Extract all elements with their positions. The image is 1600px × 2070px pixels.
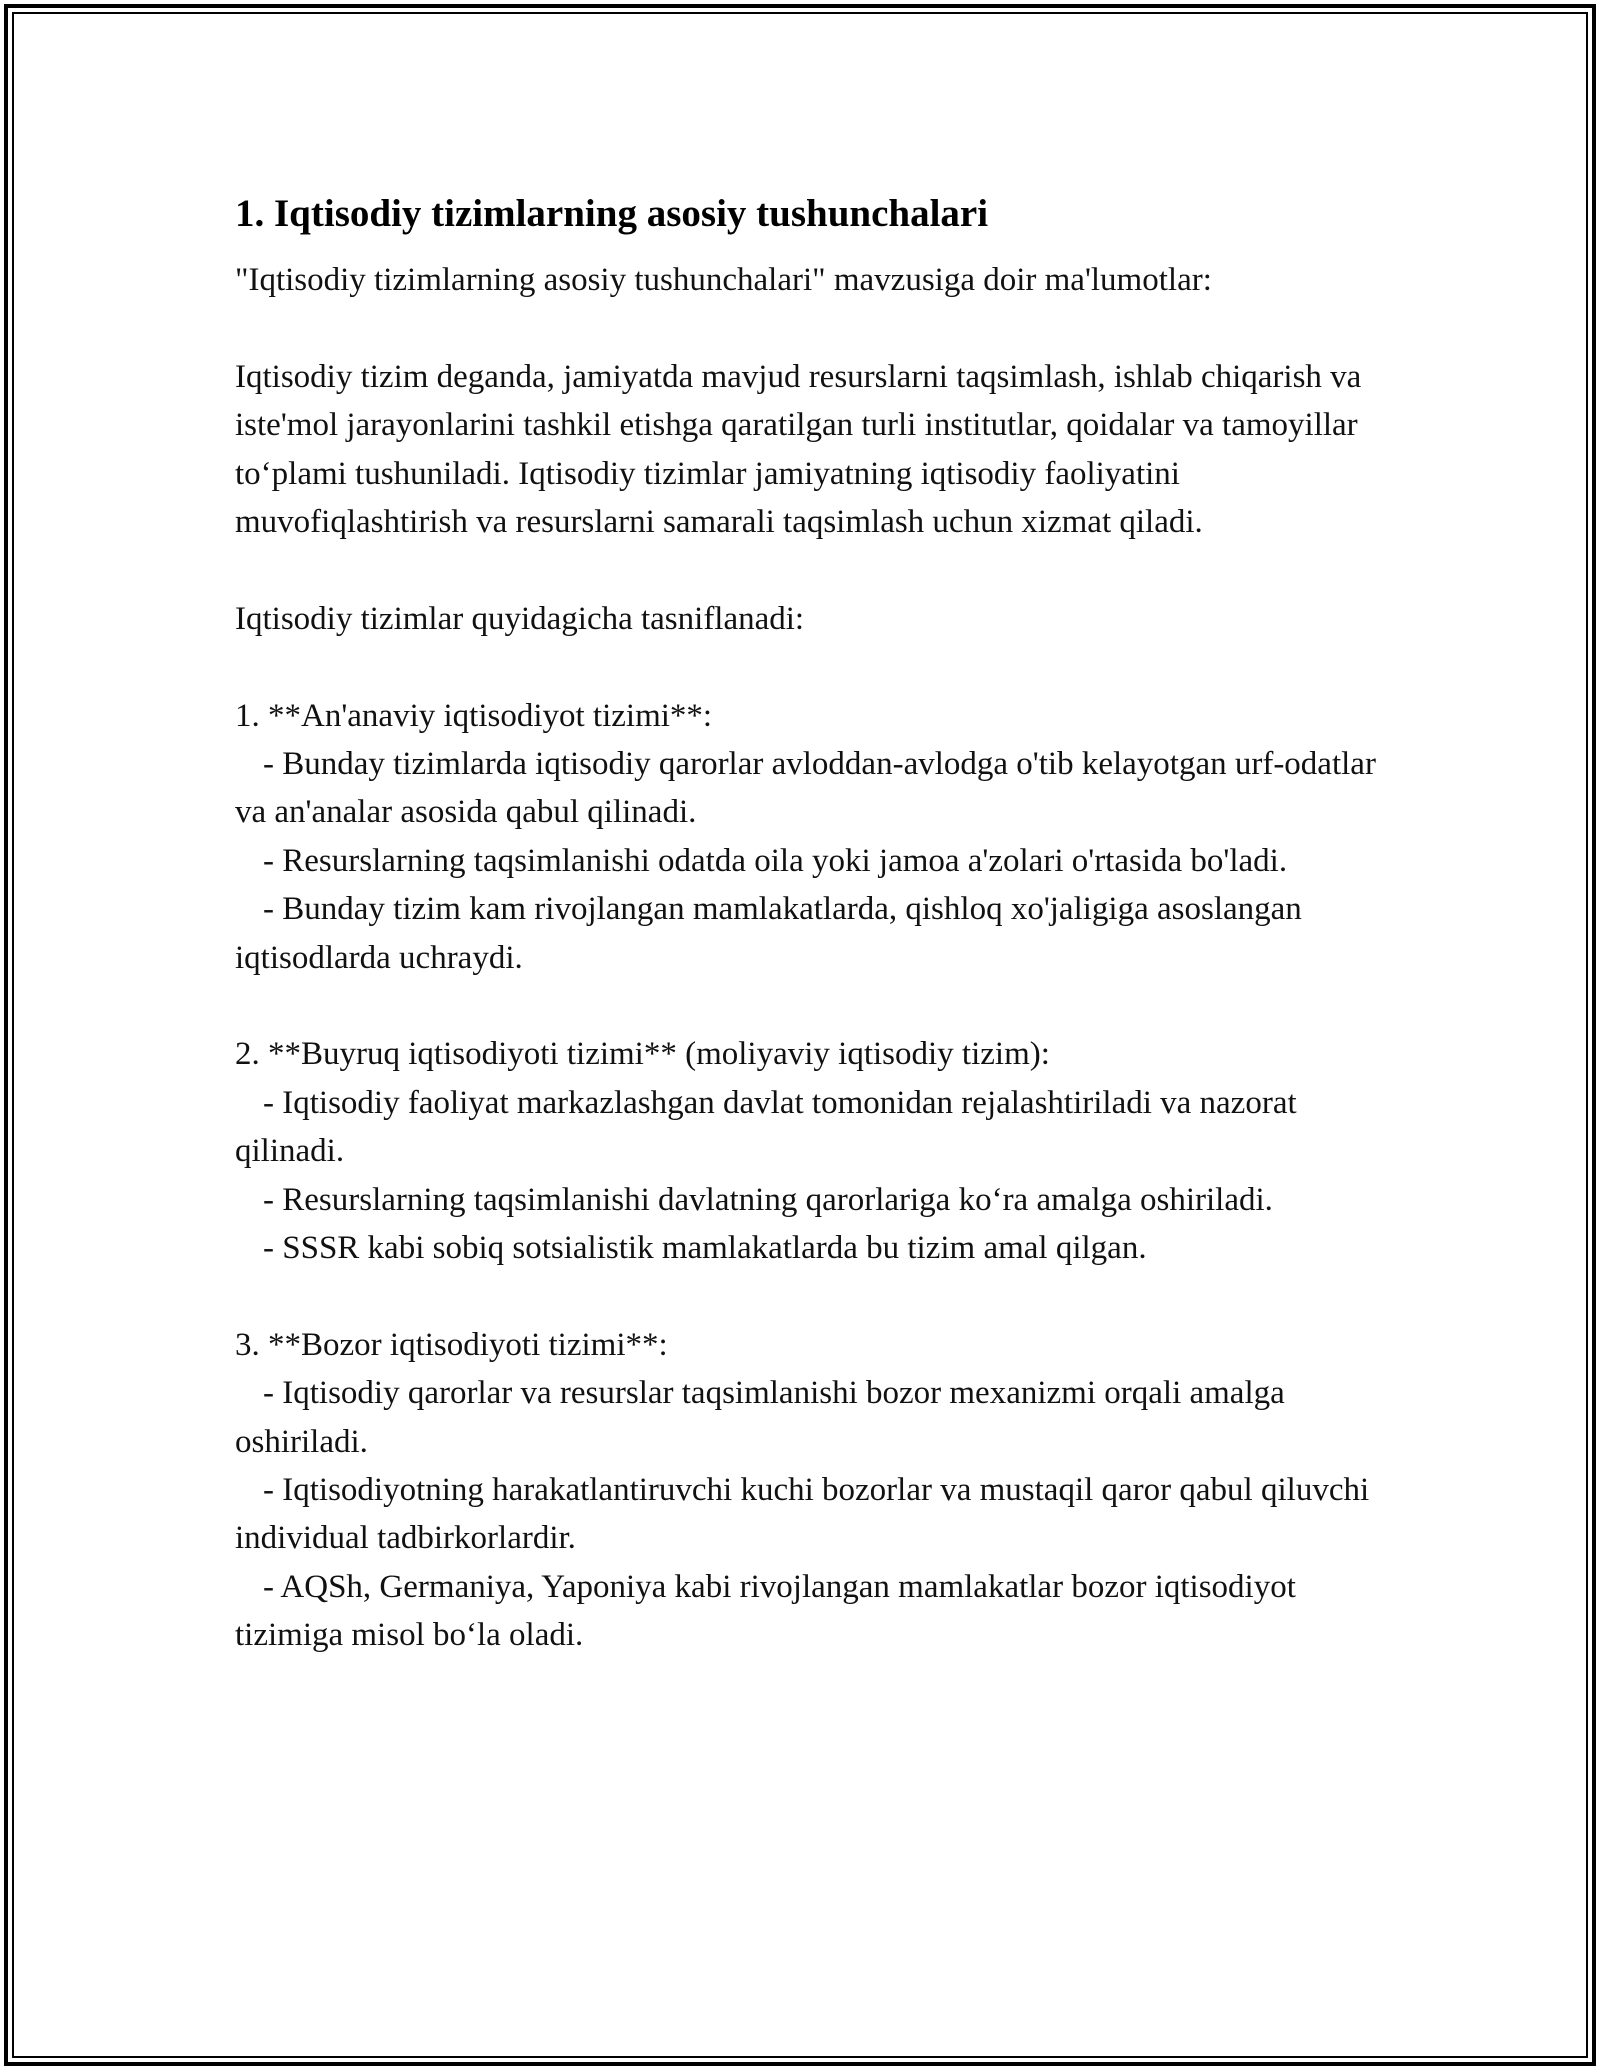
system-heading: 2. **Buyruq iqtisodiyoti tizimi** (moliyaviy iqtisodiy tizim): [235,1036,1050,1073]
spacer [235,643,1385,691]
intro-paragraph: "Iqtisodiy tizimlarning asosiy tushunchalari" mavzusiga doir ma'lumotlar: [235,262,1212,298]
document-title: 1. Iqtisodiy tizimlarning asosiy tushunchalari [235,192,989,235]
system-section-3 [235,1321,1385,1660]
document-body [235,186,1385,1660]
system-bullet: - Bunday tizim kam rivojlangan mamlakatlarda, qishloq xo'jaligiga asoslangan iqtisodlarda uchraydi. [235,891,1302,976]
system-section-2 [235,1030,1385,1272]
spacer [235,546,1385,594]
system-bullet: - Resurslarning taqsimlanishi davlatning qarorlariga ko‘ra amalga oshiriladi. [263,1181,1273,1218]
system-section-1 [235,692,1385,982]
system-bullet: - Bunday tizimlarda iqtisodiy qarorlar avloddan-avlodga o'tib kelayotgan urf-odatlar va an'analar asosida qabul qilinadi. [235,746,1376,831]
system-bullet: - Iqtisodiy qarorlar va resurslar taqsimlanishi bozor mexanizmi orqali amalga oshiriladi. [235,1375,1285,1460]
system-heading: 3. **Bozor iqtisodiyoti tizimi**: [235,1326,668,1363]
spacer [235,1272,1385,1320]
definition-paragraph: Iqtisodiy tizim deganda, jamiyatda mavjud resurslarni taqsimlash, ishlab chiqarish va iste'mol jarayonlarini tashkil etishga qaratilgan turli institutlar, qoidalar va tamoyillar to‘plami tushuniladi. Iqtisodiy tizimlar jamiyatning iqtisodiy faoliyatini muvofiqlashtirish va resurslarni samarali taqsimlash uchun xizmat qiladi. [235,358,1362,541]
system-bullet: - AQSh, Germaniya, Yaponiya kabi rivojlangan mamlakatlar bozor iqtisodiyot tizimiga misol bo‘la oladi. [235,1568,1296,1654]
spacer [235,304,1385,352]
system-bullet: - SSSR kabi sobiq sotsialistik mamlakatlarda bu tizim amal qilgan. [263,1230,1147,1267]
system-bullet: - Resurslarning taqsimlanishi odatda oila yoki jamoa a'zolari o'rtasida bo'ladi. [263,842,1288,879]
spacer [235,982,1385,1030]
system-heading: 1. **An'anaviy iqtisodiyot tizimi**: [235,697,713,734]
system-bullet: - Iqtisodiy faoliyat markazlashgan davlat tomonidan rejalashtiriladi va nazorat qilinadi. [235,1084,1297,1170]
classification-intro: Iqtisodiy tizimlar quyidagicha tasniflanadi: [235,600,805,637]
system-bullet: - Iqtisodiyotning harakatlantiruvchi kuchi bozorlar va mustaqil qaror qabul qiluvchi individual tadbirkorlardir. [235,1472,1370,1557]
